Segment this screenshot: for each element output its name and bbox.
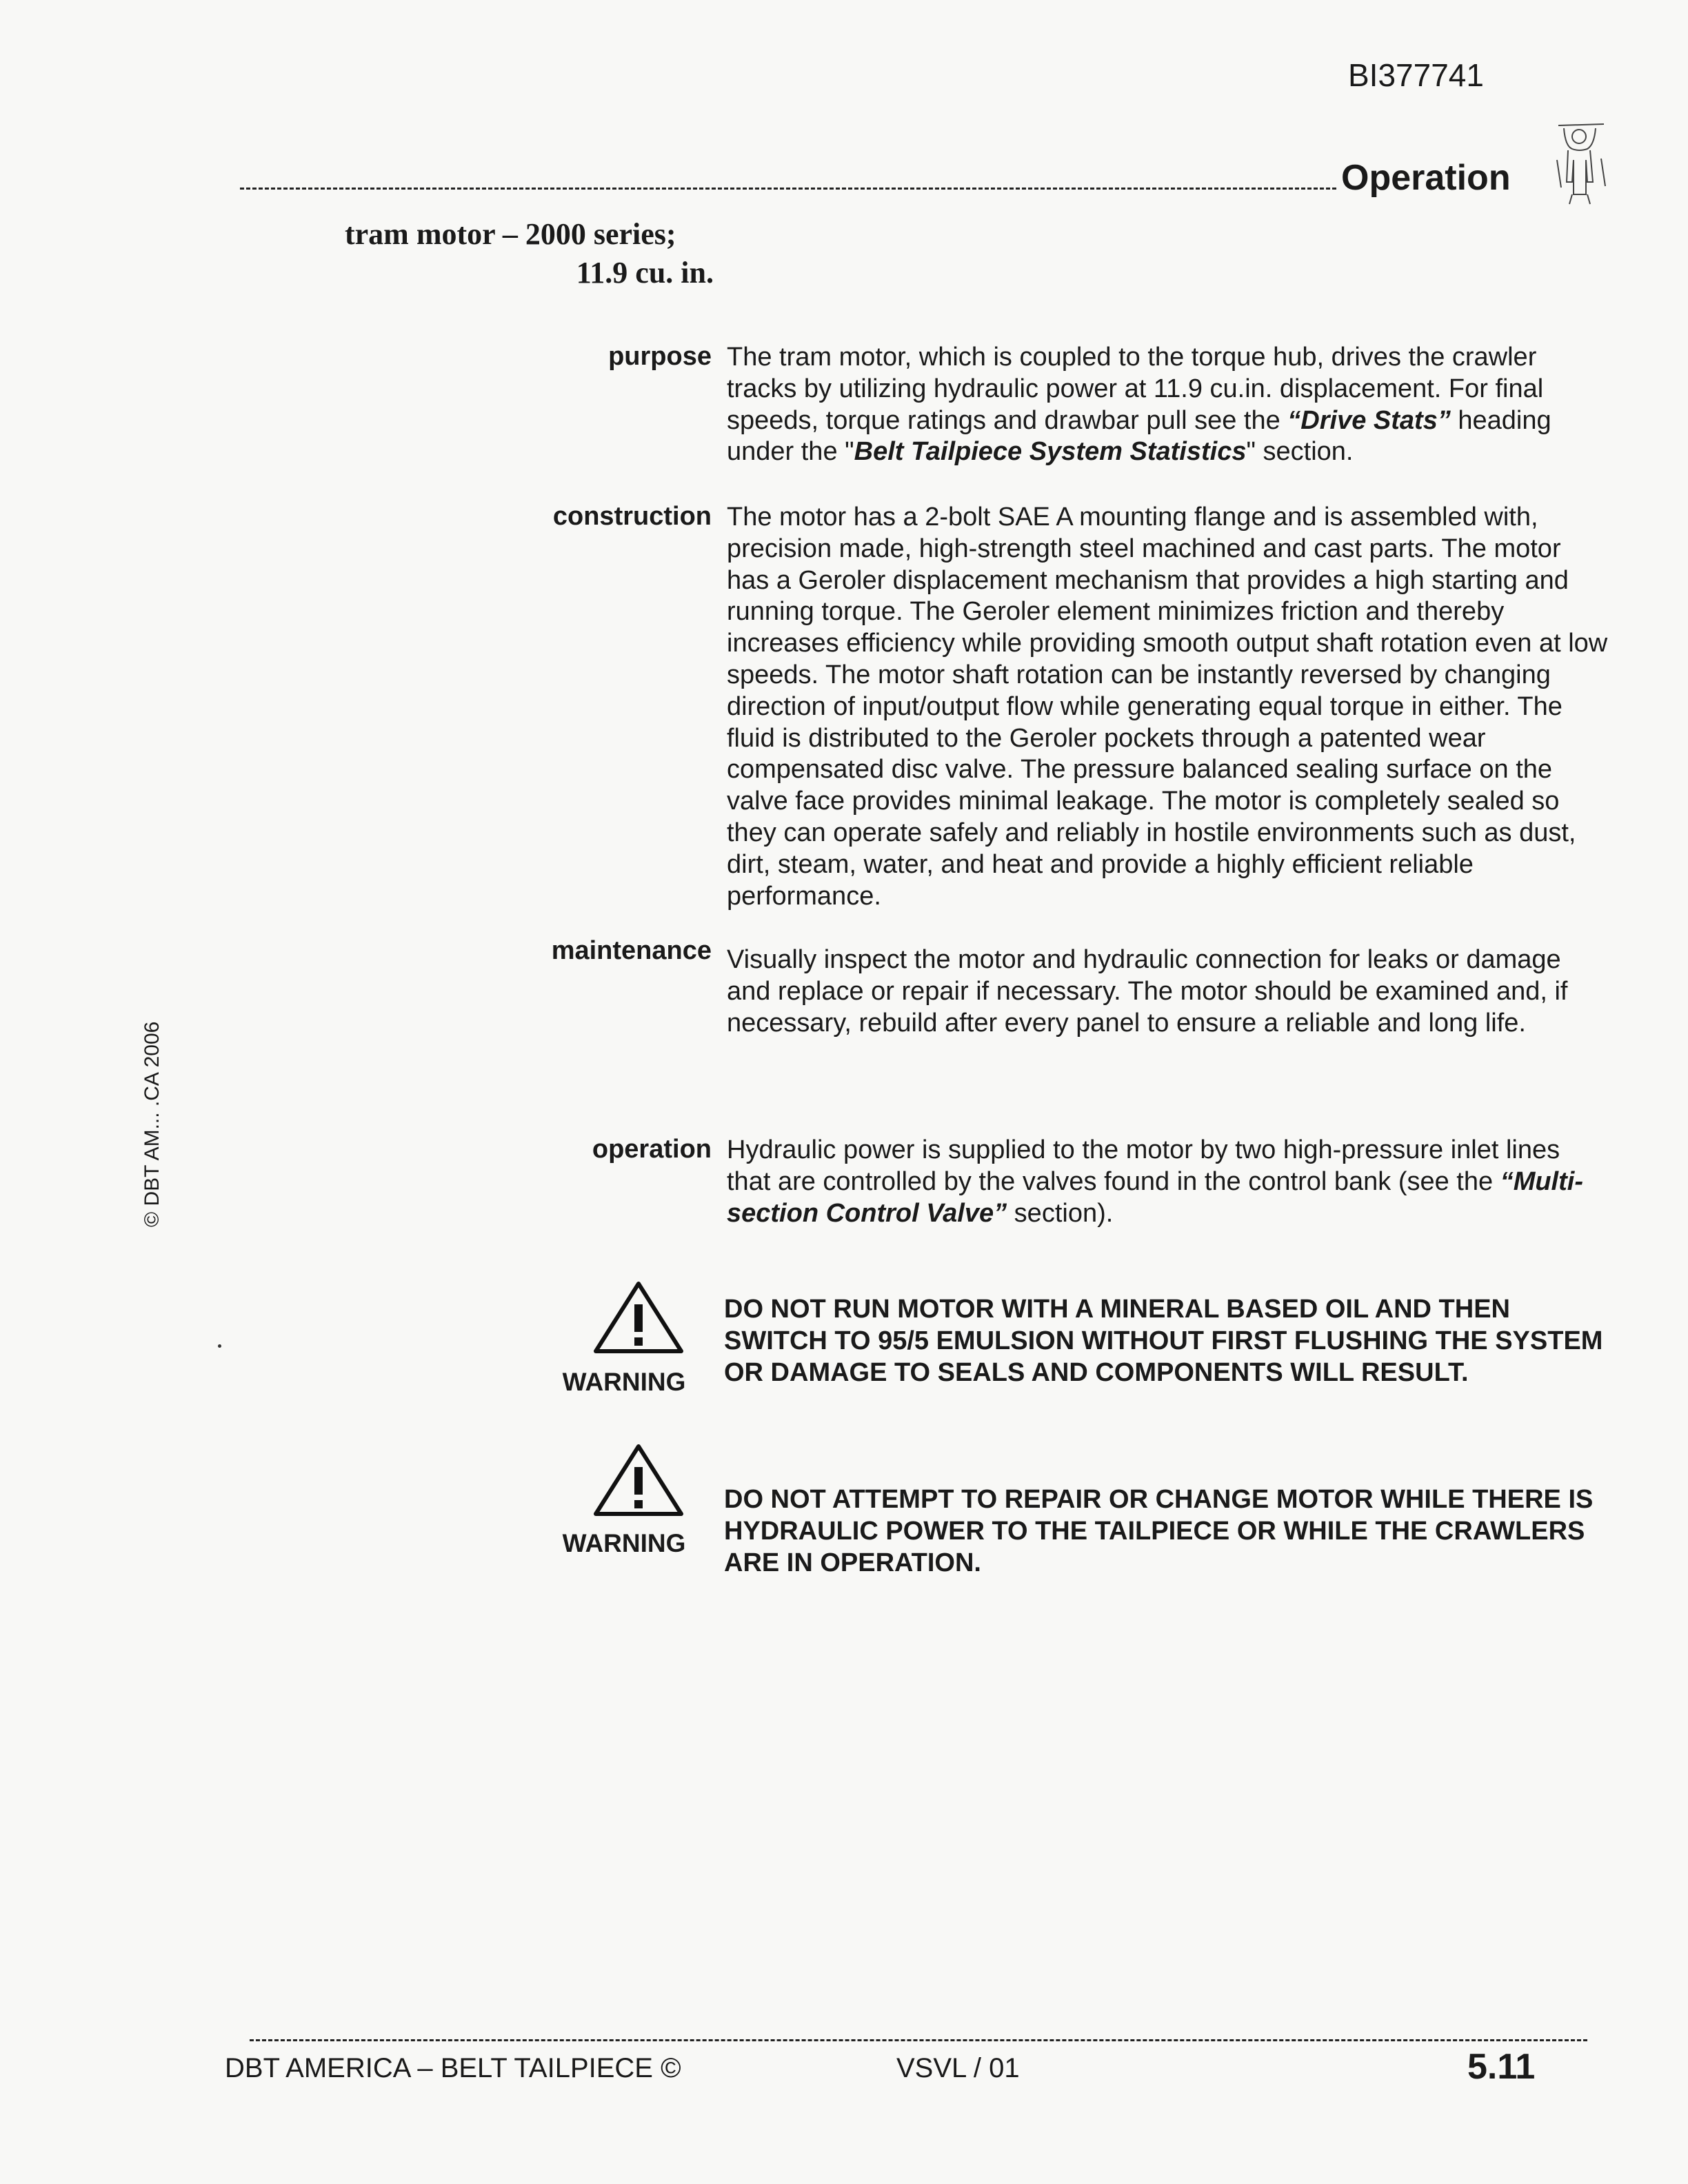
- warning-triangle-icon: [592, 1442, 685, 1518]
- footer-left: DBT AMERICA – BELT TAILPIECE ©: [225, 2053, 681, 2083]
- miner-figure-icon: [1551, 119, 1611, 207]
- page-title: Operation: [1341, 158, 1511, 198]
- side-copyright: © DBT AM... .CA 2006: [141, 1021, 163, 1227]
- maintenance-label: maintenance: [551, 936, 712, 965]
- operation-label: operation: [592, 1135, 712, 1164]
- warning-text: DO NOT ATTEMPT TO REPAIR OR CHANGE MOTOR WHILE THERE IS HYDRAULIC POWER TO THE TAILPIECE OR WHILE THE CRAWLERS ARE IN OPERATION.: [724, 1485, 1594, 1577]
- footer-rule: [250, 2039, 1587, 2041]
- drive-stats-ref: “Drive Stats”: [1287, 405, 1451, 435]
- section-title-line1: tram motor – 2000 series;: [345, 217, 676, 251]
- purpose-text-mid: heading under the ": [727, 405, 1551, 467]
- purpose-text-pre: The tram motor, which is coupled to the torque hub, drives the crawler tracks by utilizing hydraulic power at 11.9 cu.in. displacement. For final speeds, torque ratings and drawbar pull see the: [727, 343, 1544, 435]
- warning-triangle-icon: [592, 1280, 685, 1355]
- control-valve-ref: “Multi-section Control Valve”: [727, 1166, 1583, 1228]
- operation-text-pre: Hydraulic power is supplied to the motor by two high-pressure inlet lines that are controlled by the valves found in the control bank (see the: [727, 1135, 1560, 1196]
- warning-label: WARNING: [562, 1368, 686, 1396]
- purpose-label: purpose: [608, 342, 712, 371]
- stray-mark: [218, 1344, 221, 1348]
- warning-text: DO NOT RUN MOTOR WITH A MINERAL BASED OIL AND THEN SWITCH TO 95/5 EMULSION WITHOUT FIRST FLUSHING THE SYSTEM OR DAMAGE TO SEALS AND COMPONENTS WILL RESULT.: [724, 1295, 1603, 1387]
- header-rule: [240, 188, 1336, 190]
- operation-text: [727, 1135, 1609, 1229]
- maintenance-text: Visually inspect the motor and hydraulic connection for leaks or damage and replace or repair if necessary. The motor should be examined and, if necessary, rebuild after every panel to ensure a reliable and long life.: [727, 945, 1568, 1038]
- footer-center: VSVL / 01: [896, 2053, 1020, 2083]
- section-title-line2: 11.9 cu. in.: [576, 256, 714, 290]
- operation-text-post: section).: [1007, 1198, 1114, 1228]
- construction-text: The motor has a 2-bolt SAE A mounting flange and is assembled with, precision made, high-strength steel machined and cast parts. The motor has a Geroler displacement mechanism that provides a high starting and running torque. The Geroler element minimizes friction and thereby increases efficiency while providing smooth output shaft rotation even at low speeds. The motor shaft rotation can be instantly reversed by changing direction of input/output flow while generating equal torque in either. The fluid is distributed to the Geroler pockets through a patented wear compensated disc valve. The pressure balanced sealing surface on the valve face provides minimal leakage. The motor is completely sealed so they can operate safely and reliably in hostile environments such as dust, dirt, steam, water, and heat and provide a highly efficient reliable performance.: [727, 503, 1608, 911]
- document-id: BI377741: [1348, 57, 1484, 93]
- purpose-text: [727, 342, 1609, 468]
- purpose-text-post: " section.: [1246, 437, 1354, 467]
- construction-label: construction: [552, 502, 712, 531]
- section-title: [345, 215, 714, 292]
- page-number: 5.11: [1467, 2047, 1536, 2087]
- warning-label: WARNING: [562, 1529, 686, 1557]
- system-statistics-ref: Belt Tailpiece System Statistics: [854, 437, 1247, 467]
